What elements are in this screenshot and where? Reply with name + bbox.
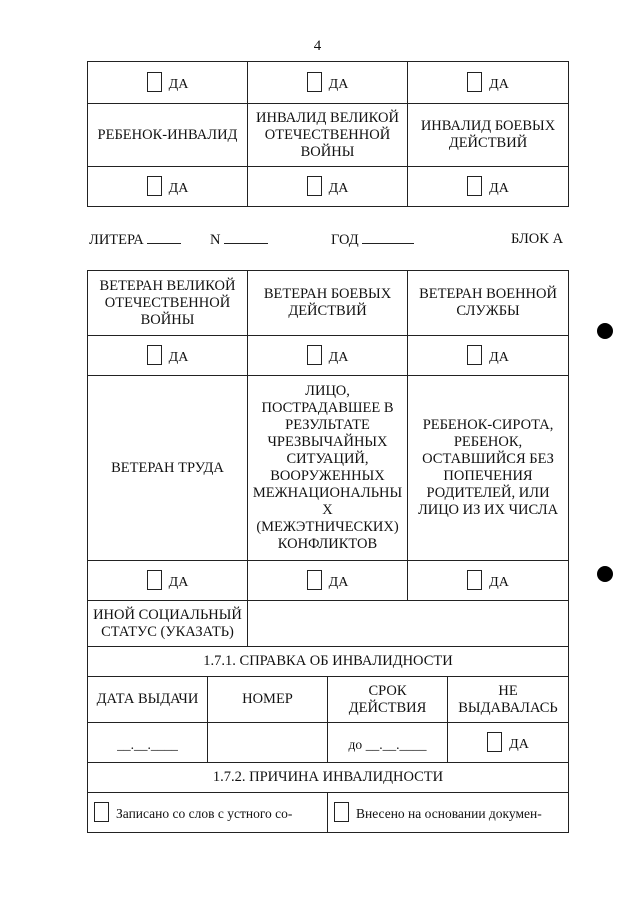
block-label: БЛОК А xyxy=(511,231,564,247)
yes-label: ДА xyxy=(509,737,529,752)
litera-label: ЛИТЕРА xyxy=(89,232,144,248)
year-label: ГОД xyxy=(331,232,359,248)
yes-label: ДА xyxy=(328,575,349,590)
checkbox-cell[interactable] xyxy=(248,167,408,207)
checkbox-cell[interactable] xyxy=(408,62,569,104)
validity-blank: __.__.____ xyxy=(365,737,427,752)
yes-label: ДА xyxy=(328,181,349,196)
checkbox[interactable] xyxy=(307,176,322,196)
number-input[interactable] xyxy=(208,723,328,763)
checkbox-cell[interactable] xyxy=(248,62,408,104)
col-header-not-issued: НЕ ВЫДАВАЛАСЬ xyxy=(448,677,569,723)
main-status-table xyxy=(87,270,569,833)
option-docs[interactable] xyxy=(328,793,569,833)
top-status-table xyxy=(87,61,569,207)
col-header-date: ДАТА ВЫДАЧИ xyxy=(88,677,208,723)
checkbox[interactable] xyxy=(307,570,322,590)
year-blank[interactable] xyxy=(362,231,414,244)
checkbox-cell[interactable] xyxy=(408,561,569,601)
validity-prefix: до xyxy=(348,737,363,752)
checkbox[interactable] xyxy=(147,176,162,196)
other-status-input[interactable] xyxy=(248,601,569,647)
checkbox-cell[interactable] xyxy=(88,336,248,376)
option-oral-label: Записано со слов с устного со- xyxy=(116,806,293,821)
checkbox-cell[interactable] xyxy=(88,62,248,104)
yes-label: ДА xyxy=(489,77,509,92)
yes-label: ДА xyxy=(328,350,349,365)
checkbox[interactable] xyxy=(94,802,109,822)
checkbox-cell[interactable] xyxy=(408,336,569,376)
yes-label: ДА xyxy=(489,181,509,196)
yes-label: ДА xyxy=(489,575,509,590)
checkbox-cell[interactable] xyxy=(248,336,408,376)
status-label: РЕБЕНОК-ИНВАЛИД xyxy=(88,104,248,167)
litera-field[interactable] xyxy=(89,231,181,249)
page-number: 4 xyxy=(313,38,322,54)
validity-field[interactable] xyxy=(328,723,448,763)
number-field[interactable] xyxy=(210,231,268,249)
checkbox[interactable] xyxy=(307,72,322,92)
checkbox[interactable] xyxy=(487,732,502,752)
number-blank[interactable] xyxy=(224,231,268,244)
status-label: ВЕТЕРАН ВОЕННОЙ СЛУЖБЫ xyxy=(408,271,569,336)
checkbox-cell[interactable] xyxy=(408,167,569,207)
status-label: ВЕТЕРАН БОЕВЫХ ДЕЙСТВИЙ xyxy=(248,271,408,336)
checkbox[interactable] xyxy=(467,72,482,92)
year-field[interactable] xyxy=(331,231,414,249)
checkbox-cell[interactable] xyxy=(88,561,248,601)
checkbox[interactable] xyxy=(307,345,322,365)
status-label: ВЕТЕРАН ТРУДА xyxy=(88,376,248,561)
yes-label: ДА xyxy=(168,350,189,365)
checkbox[interactable] xyxy=(147,570,162,590)
status-label: ВЕТЕРАН ВЕЛИКОЙ ОТЕЧЕСТВЕННОЙ ВОЙНЫ xyxy=(88,271,248,336)
checkbox[interactable] xyxy=(147,72,162,92)
other-status-label: ИНОЙ СОЦИАЛЬНЫЙ СТАТУС (УКАЗАТЬ) xyxy=(88,601,248,647)
binder-hole-mark xyxy=(597,566,613,582)
checkbox[interactable] xyxy=(467,176,482,196)
binder-hole-mark xyxy=(597,323,613,339)
issue-date-field[interactable] xyxy=(88,723,208,763)
litera-blank[interactable] xyxy=(147,231,181,244)
option-docs-label: Внесено на основании докумен- xyxy=(356,806,542,821)
status-label: ИНВАЛИД БОЕВЫХ ДЕЙСТВИЙ xyxy=(408,104,569,167)
issue-date-blank: __.__.____ xyxy=(117,737,178,752)
yes-label: ДА xyxy=(168,77,189,92)
yes-label: ДА xyxy=(328,77,349,92)
section-title-171: 1.7.1. СПРАВКА ОБ ИНВАЛИДНОСТИ xyxy=(88,647,569,677)
checkbox-cell[interactable] xyxy=(448,723,569,763)
status-label: РЕБЕНОК-СИРОТА, РЕБЕНОК, ОСТАВШИЙСЯ БЕЗ ПОПЕЧЕНИЯ РОДИТЕЛЕЙ, ИЛИ ЛИЦО ИЗ ИХ ЧИСЛА xyxy=(408,376,569,561)
status-label: ЛИЦО, ПОСТРАДАВШЕЕ В РЕЗУЛЬТАТЕ ЧРЕЗВЫЧАЙНЫХ СИТУАЦИЙ, ВООРУЖЕННЫХ МЕЖНАЦИОНАЛЬНЫ Х (МЕЖЭТНИЧЕСКИХ) КОНФЛИКТОВ xyxy=(248,376,408,561)
col-header-validity: СРОК ДЕЙСТВИЯ xyxy=(328,677,448,723)
yes-label: ДА xyxy=(168,181,189,196)
checkbox[interactable] xyxy=(334,802,349,822)
checkbox-cell[interactable] xyxy=(248,561,408,601)
section-title-172: 1.7.2. ПРИЧИНА ИНВАЛИДНОСТИ xyxy=(88,763,569,793)
yes-label: ДА xyxy=(168,575,189,590)
checkbox[interactable] xyxy=(147,345,162,365)
col-header-number: НОМЕР xyxy=(208,677,328,723)
checkbox-cell[interactable] xyxy=(88,167,248,207)
status-label: ИНВАЛИД ВЕЛИКОЙ ОТЕЧЕСТВЕННОЙ ВОЙНЫ xyxy=(248,104,408,167)
number-label: N xyxy=(210,232,221,248)
yes-label: ДА xyxy=(489,350,509,365)
option-oral[interactable] xyxy=(88,793,328,833)
checkbox[interactable] xyxy=(467,570,482,590)
checkbox[interactable] xyxy=(467,345,482,365)
